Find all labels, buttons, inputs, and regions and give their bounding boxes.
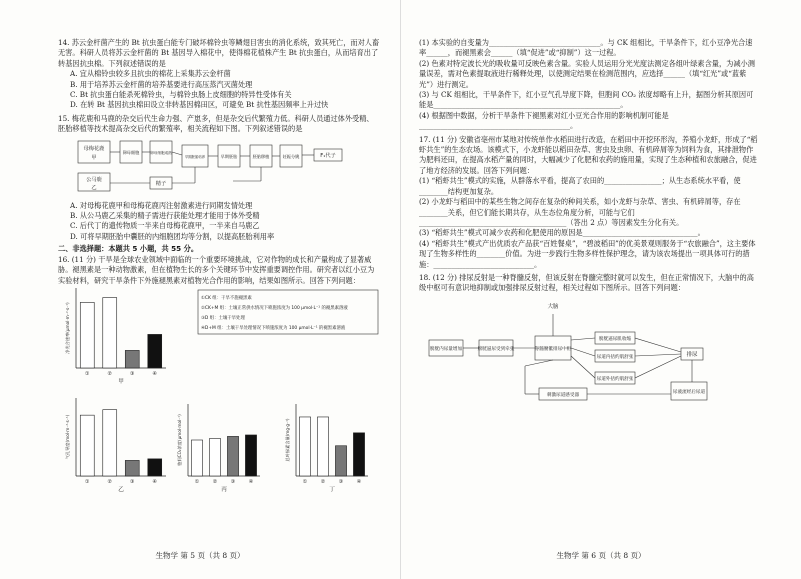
chart-x-tick: ② bbox=[107, 478, 112, 485]
right-footer: 生物学 第 6 页（共 8 页） bbox=[556, 550, 646, 560]
diagram-box-d: 膀胱逼尿肌收缩 bbox=[598, 336, 632, 342]
diagram-box-i: 刺激尿道感受器 bbox=[546, 392, 580, 398]
left-column bbox=[58, 38, 380, 493]
chart-bar bbox=[103, 410, 117, 476]
flow-box-4: 早期胚胎培养 bbox=[184, 154, 206, 159]
chart-bar bbox=[125, 460, 139, 476]
diagram-box-h: 尿液流经后尿道 bbox=[672, 389, 706, 395]
section-2-heading: 二、非选择题：本题共 5 小题，共 55 分。 bbox=[58, 244, 199, 254]
chart-x-tick: ④ bbox=[152, 478, 157, 485]
q15-option-c: C. 后代丁的遗传物质一半来自母梅花鹿甲，一半来自马鹿乙 bbox=[70, 221, 260, 231]
chart-legend-item: ②CK+M 组：土壤正常供水情况下喷施浓度为 100 μmol·L⁻¹ 的褪黑素溶液 bbox=[201, 305, 348, 311]
chart-bar bbox=[245, 435, 256, 476]
diagram-box-f: 排尿 bbox=[686, 351, 698, 358]
chart-x-tick: ① bbox=[194, 478, 200, 485]
chart-bar bbox=[299, 417, 310, 476]
q16-part-4: (4) 根据图中数据，分析干旱条件下褪黑素对红小豆光合作用的影响机制可能是__________________________________________。 bbox=[419, 110, 669, 131]
chart-x-tick: ② bbox=[320, 478, 326, 485]
flow-box-1b: 甲 bbox=[91, 154, 97, 161]
diagram-box-e: 尿道内括约肌舒张 bbox=[596, 354, 634, 360]
flow-box-5: 早期胚胎 bbox=[220, 153, 238, 159]
left-footer: 生物学 第 5 页（共 8 页） bbox=[155, 550, 245, 560]
chart-bar bbox=[80, 302, 94, 368]
chart-y-label: 气孔导度(mol·m⁻²·s⁻¹) bbox=[65, 414, 70, 460]
q14-stem: 14. 苏云金杆菌产生的 Bt 抗虫蛋白能专门破坏棉铃虫等鳞翅目害虫的消化系统，致其死亡，而对人畜无害。科研人员将苏云金杆菌的 Bt 基因导入棉花中，使得棉花植株产生 Bt 抗虫蛋白，从而培育出了转基因抗虫棉。下列叙述错误的是 bbox=[58, 38, 380, 68]
diagram-box-b: 膀胱逼尿受到牵张 bbox=[477, 346, 515, 352]
chart-legend-item: ③D 组：土壤干旱处理 bbox=[201, 315, 245, 321]
q18-stem: 18. (12 分) 排尿反射是一种脊髓反射，但该反射在脊髓完整时就可以发生，但在正常情况下，大脑中的高级中枢可有意识地抑制或加强排尿反射过程，相关过程如下图所示。回答下列问题： bbox=[419, 272, 754, 293]
chart-x-tick: ② bbox=[212, 478, 218, 485]
q18-reflex-diagram bbox=[419, 296, 759, 408]
q16-part-1: (1) 本实验的自变量为_______________________________。与 CK 组相比，干旱条件下，红小豆净光合速率______，而褪黑素会______（填“促进”或“抑制”）这一过程。 bbox=[419, 38, 753, 58]
q14-option-c: C. Bt 抗虫蛋白能杀死棉铃虫，与棉铃虫肠上皮细胞的特异性受体有关 bbox=[70, 90, 292, 100]
q15-option-b: B. 从公马鹿乙采集的精子需进行获能处理才能用于体外受精 bbox=[70, 211, 260, 221]
flow-box-6: 胚胎移植 bbox=[252, 153, 270, 159]
chart-label: 乙 bbox=[118, 486, 124, 493]
chart-x-tick: ① bbox=[302, 478, 308, 485]
flow-box-1: 母梅花鹿 bbox=[83, 145, 105, 152]
left-page bbox=[0, 0, 400, 579]
right-column bbox=[419, 38, 759, 408]
q15-option-d: D. 可将早期胚胎中囊胚的内细胞团均等分割，以提高胚胎利用率 bbox=[70, 231, 275, 241]
q15-stem: 15. 梅花鹿和马鹿的杂交后代生命力强、产崽多，但是杂交后代繁殖力低。科研人员通过体外受精、胚胎移植等技术提高杂交后代的繁殖率，相关流程如下图。下列叙述错误的是 bbox=[58, 113, 374, 134]
chart-x-tick: ① bbox=[85, 370, 90, 377]
q17-part-4: (4) “稻虾共生”模式产出优质农产品获“百姓餐桌”，“碧波稻田”的优美景观则服务于“农旅融合”，这主要体现了生物多样性的________价值。为进一步践行生物多样性保护理念，请为该农场提出一项具体可行的措施：____________________________。 bbox=[419, 238, 756, 269]
chart-x-tick: ③ bbox=[130, 478, 135, 485]
chart-bar bbox=[103, 298, 117, 368]
right-page bbox=[400, 0, 801, 579]
q16-part-2: (2) 色素对特定波长光的吸收量可反映色素含量。实验人员运用分光光度法测定各组叶绿素含量，为减小测量误差，需对色素提取液进行稀释处理，以使测定结果在检测范围内，应选择______（填“红光”或“蓝紫光”）进行测定。 bbox=[419, 58, 755, 89]
q14-option-b: B. 用于培养苏云金杆菌的培养基要进行高压蒸汽灭菌处理 bbox=[70, 79, 253, 89]
flow-box-9: 公马鹿 bbox=[86, 176, 102, 183]
chart-y-label: 净光合速率(μmol·m⁻²·s⁻¹) bbox=[65, 302, 70, 354]
chart-label: 甲 bbox=[118, 378, 124, 385]
chart-x-tick: ③ bbox=[338, 478, 344, 485]
chart-x-tick: ② bbox=[107, 370, 112, 377]
q14-option-a: A. 宜从棉铃虫较多且抗虫的棉花上采集苏云金杆菌 bbox=[70, 69, 231, 79]
flow-box-2: 卵母细胞 bbox=[122, 149, 140, 155]
chart-y-label: 胞间CO₂浓度(μmol·mol⁻¹) bbox=[177, 414, 182, 466]
chart-label: 丁 bbox=[329, 486, 335, 493]
chart-bar bbox=[125, 350, 139, 368]
chart-x-tick: ③ bbox=[230, 478, 236, 485]
chart-bar bbox=[148, 334, 162, 368]
chart-x-tick: ① bbox=[85, 478, 90, 485]
chart-bar bbox=[209, 438, 220, 475]
flow-box-8: F₁代子 bbox=[320, 152, 336, 159]
chart-bar bbox=[191, 440, 202, 476]
chart-x-tick: ③ bbox=[130, 370, 135, 377]
q15-flow-diagram bbox=[58, 137, 380, 199]
q17-part-2: (2) 小龙虾与稻田中的某些生物之间存在复杂的种间关系，如小龙虾与杂草、害虫、有机碎屑等，存在________关系，但它们能长期共存，从生态位角度分析，可能与它们_________________________________________（答出 2 点）等因素发生分化有关。 bbox=[419, 197, 741, 227]
q15-option-a: A. 对母梅花鹿甲和母梅花鹿丙注射激素进行同期发情处理 bbox=[70, 200, 253, 210]
chart-x-tick: ④ bbox=[356, 478, 362, 485]
chart-bar bbox=[148, 459, 162, 476]
chart-legend-item: ④D+M 组：土壤干旱处理情况下喷施浓度为 100 μmol·L⁻¹ 的褪黑素溶液 bbox=[201, 325, 346, 331]
q16-charts bbox=[58, 288, 380, 493]
q16-stem: 16. (11 分) 干旱是全球农业领域中面临的一个重要环境挑战，它对作物的成长和产量构成了显著威胁。褪黑素是一种动物激素，但在植物生长的多个关键环节中发挥重要调控作用。研究者以红小豆为实验材料，研究干旱条件下外施褪黑素对植物光合作用的影响，结果如图所示。回答下列问题： bbox=[58, 254, 375, 285]
diagram-brain: 大脑 bbox=[547, 303, 559, 310]
diagram-box-c: 脊髓腰骶排尿中枢 bbox=[534, 346, 572, 352]
chart-bar bbox=[317, 417, 328, 476]
flow-box-10: 精子 bbox=[155, 180, 167, 187]
flow-box-9b: 乙 bbox=[91, 184, 97, 191]
q14-option-d: D. 在转 Bt 基因抗虫棉田设立非转基因棉田区，可避免 Bt 抗性基因频率上升过快 bbox=[70, 100, 329, 110]
diagram-box-g: 尿道外括约肌舒张 bbox=[596, 376, 634, 382]
flow-box-3: 卵母细胞成熟 bbox=[150, 150, 172, 155]
chart-y-label: 总叶绿素含量(mg·g⁻¹) bbox=[285, 418, 290, 462]
q17-part-1: (1) “稻虾共生”模式的实施，从群落水平看，提高了农田的________________；从生态系统水平看，使________结构更加复杂。 bbox=[419, 176, 741, 196]
chart-x-tick: ④ bbox=[248, 478, 254, 485]
chart-legend-item: ①CK 组：干旱不施褪黑素 bbox=[201, 295, 252, 301]
diagram-box-a: 膀胱内尿量增加 bbox=[429, 346, 463, 352]
chart-label: 丙 bbox=[221, 486, 227, 493]
chart-x-tick: ④ bbox=[152, 370, 157, 377]
q17-stem: 17. (11 分) 安徽省亳州市某地对传统单作水稻田进行改造，在稻田中开挖环形沟，养殖小龙虾，形成了“稻虾共生”的生态农场。该模式下，小龙虾能以稻田杂草、害虫及虫卵、有机碎屑等为饲料为食，其排泄物作为肥料还田，在提高水稻产量的同时，大幅减少了化肥和农药的施用量，实现了生态种植和农旅融合，促进了地方经济的发展。回答下列问题： bbox=[419, 134, 758, 175]
q17-part-3: (3) “稻虾共生”模式可减少农药和化肥使用的原因是________________________________。 bbox=[419, 228, 705, 238]
q16-part-3: (3) 与 CK 组相比，干旱条件下，红小豆气孔导度下降，但胞间 CO₂ 浓度却略有上升，据图分析其原因可能是____________________________________________________。 bbox=[419, 90, 754, 110]
chart-bar bbox=[80, 415, 94, 476]
chart-bar bbox=[353, 433, 364, 476]
chart-bar bbox=[227, 436, 238, 476]
chart-bar bbox=[335, 446, 346, 476]
flow-box-7: 妊娠分娩 bbox=[282, 153, 300, 159]
